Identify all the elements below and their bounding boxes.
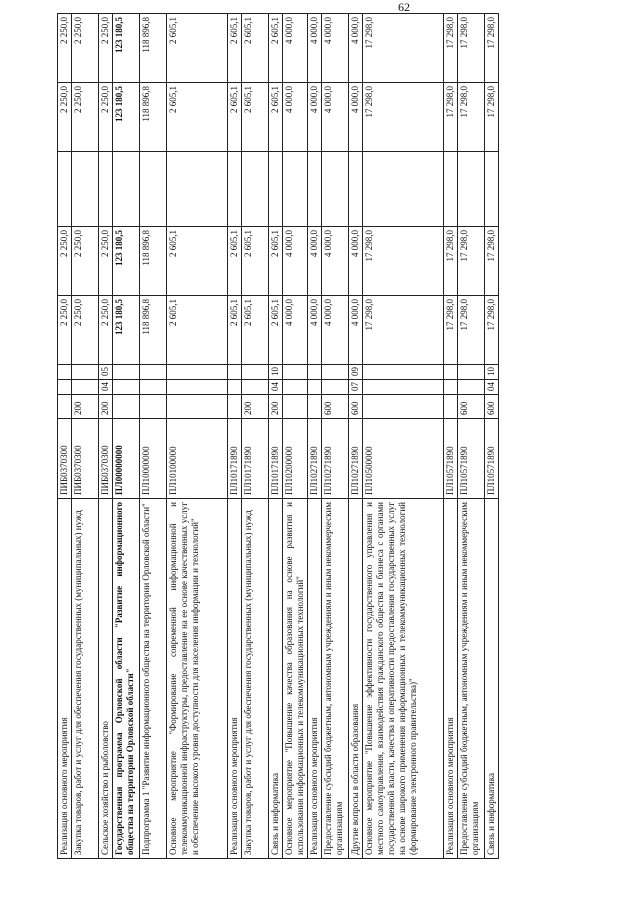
cell-d: 17 298,0 (444, 83, 458, 152)
cell-d: 2 250,0 (58, 83, 72, 152)
cell-e: 123 180,5 (113, 14, 140, 83)
cell-e: 2 605,1 (228, 14, 242, 83)
rotated-budget-table (57, 14, 637, 859)
cell-rz (242, 380, 269, 395)
cell-b: 2 250,0 (99, 227, 113, 296)
cell-name: Реализация основного мероприятия (58, 499, 72, 859)
cell-rz: 04 (99, 380, 113, 395)
table-row (140, 14, 167, 859)
cell-d: 2 250,0 (99, 83, 113, 152)
cell-pr (113, 365, 140, 380)
cell-a: 118 896,8 (140, 296, 167, 365)
cell-b: 4 000,0 (283, 227, 308, 296)
cell-e: 2 250,0 (72, 14, 99, 83)
cell-a: 4 000,0 (283, 296, 308, 365)
cell-e: 2 250,0 (58, 14, 72, 83)
cell-pr (458, 365, 485, 380)
cell-a: 17 298,0 (485, 296, 499, 365)
cell-a: 17 298,0 (363, 296, 444, 365)
page-number: 62 (398, 0, 410, 14)
cell-c (444, 152, 458, 227)
cell-pr: 09 (349, 365, 363, 380)
cell-c (140, 152, 167, 227)
cell-code: ПЛ10271890 (322, 419, 349, 499)
cell-vr: 600 (485, 395, 499, 419)
cell-e: 2 605,1 (269, 14, 283, 83)
table-row (72, 14, 99, 859)
cell-e: 4 000,0 (308, 14, 322, 83)
cell-pr (283, 365, 308, 380)
cell-code: ПЛ10100000 (167, 419, 228, 499)
cell-name: Предоставление субсидий бюджетным, автономным учреждениям и иным некоммерческим организациям (322, 499, 349, 859)
cell-vr: 600 (458, 395, 485, 419)
cell-c (269, 152, 283, 227)
table-row (458, 14, 485, 859)
cell-c (167, 152, 228, 227)
cell-d: 4 000,0 (349, 83, 363, 152)
table-body (58, 14, 499, 859)
table-row (349, 14, 363, 859)
cell-e: 4 000,0 (283, 14, 308, 83)
cell-vr (140, 395, 167, 419)
table-row (485, 14, 499, 859)
cell-b: 123 180,5 (113, 227, 140, 296)
cell-rz (363, 380, 444, 395)
cell-rz (58, 380, 72, 395)
cell-vr (58, 395, 72, 419)
cell-vr (283, 395, 308, 419)
cell-a: 4 000,0 (322, 296, 349, 365)
cell-d: 2 250,0 (72, 83, 99, 152)
cell-rz (140, 380, 167, 395)
cell-pr (72, 365, 99, 380)
table-row (283, 14, 308, 859)
cell-b: 118 896,8 (140, 227, 167, 296)
cell-name: Основное мероприятие "Повышение качества образования на основе развития и использования информационных и телекоммуникационных технологий" (283, 499, 308, 859)
cell-e: 2 250,0 (99, 14, 113, 83)
cell-e: 2 605,1 (242, 14, 269, 83)
cell-d: 2 605,1 (269, 83, 283, 152)
cell-name: Сельское хозяйство и рыболовство (99, 499, 113, 859)
cell-pr (58, 365, 72, 380)
cell-vr: 200 (99, 395, 113, 419)
cell-code: ПЛ10271890 (349, 419, 363, 499)
cell-e: 4 000,0 (322, 14, 349, 83)
cell-code: ПЛ10571890 (444, 419, 458, 499)
cell-c (363, 152, 444, 227)
cell-name: Закупка товаров, работ и услуг для обеспечения государственных (муниципальных) нужд (72, 499, 99, 859)
cell-code: ПЛ10171890 (269, 419, 283, 499)
cell-c (242, 152, 269, 227)
cell-vr (113, 395, 140, 419)
cell-code: ПЛ10200000 (283, 419, 308, 499)
cell-b: 17 298,0 (363, 227, 444, 296)
cell-name: Связь и информатика (269, 499, 283, 859)
cell-code: ПЛ00000000 (113, 419, 140, 499)
cell-code: ПИБ0370300 (72, 419, 99, 499)
cell-c (485, 152, 499, 227)
table-row (58, 14, 72, 859)
cell-pr (322, 365, 349, 380)
cell-code: ПЛ10571890 (485, 419, 499, 499)
cell-b: 17 298,0 (444, 227, 458, 296)
cell-rz (167, 380, 228, 395)
cell-vr (308, 395, 322, 419)
cell-name: Основное мероприятие "Формирование современной информационной и телекоммуникационной инфраструктуры, предоставление на ее основе качественных услуг и обеспечение высокого уровня доступности для населения информации и технологий" (167, 499, 228, 859)
cell-vr (444, 395, 458, 419)
cell-name: Связь и информатика (485, 499, 499, 859)
cell-vr: 200 (269, 395, 283, 419)
table-row (322, 14, 349, 859)
table-row (99, 14, 113, 859)
cell-pr: 10 (485, 365, 499, 380)
table-row (167, 14, 228, 859)
cell-name: Реализация основного мероприятия (308, 499, 322, 859)
cell-vr: 200 (72, 395, 99, 419)
cell-vr (228, 395, 242, 419)
cell-e: 4 000,0 (349, 14, 363, 83)
cell-e: 2 605,1 (167, 14, 228, 83)
cell-vr: 600 (322, 395, 349, 419)
cell-d: 123 180,5 (113, 83, 140, 152)
cell-pr (228, 365, 242, 380)
cell-pr: 05 (99, 365, 113, 380)
cell-name: Реализация основного мероприятия (228, 499, 242, 859)
cell-rz (72, 380, 99, 395)
cell-c (72, 152, 99, 227)
cell-c (99, 152, 113, 227)
cell-rz (322, 380, 349, 395)
cell-b: 4 000,0 (322, 227, 349, 296)
cell-b: 2 605,1 (228, 227, 242, 296)
table-row (363, 14, 444, 859)
cell-c (349, 152, 363, 227)
cell-b: 2 605,1 (242, 227, 269, 296)
cell-code: ПИБ0370300 (99, 419, 113, 499)
cell-name: Основное мероприятие "Повышение эффективности государственного управления и местного самоуправления, взаимодействия гражданского общества и бизнеса с органами государственной власти, качества и оперативности предоставления государственных услуг на основе широкого применения информационных и телекоммуникационных технологий (формирование электронного правительства)" (363, 499, 444, 859)
cell-c (283, 152, 308, 227)
cell-rz (308, 380, 322, 395)
cell-c (228, 152, 242, 227)
table-row (242, 14, 269, 859)
cell-pr (308, 365, 322, 380)
cell-rz (228, 380, 242, 395)
cell-b: 2 605,1 (269, 227, 283, 296)
cell-c (58, 152, 72, 227)
cell-name: Государственная программа Орловской области "Развитие информационного общества на территории Орловской области" (113, 499, 140, 859)
cell-code: ПЛ10500000 (363, 419, 444, 499)
cell-b: 2 605,1 (167, 227, 228, 296)
cell-code: ПЛ10171890 (242, 419, 269, 499)
table-row (228, 14, 242, 859)
cell-d: 4 000,0 (308, 83, 322, 152)
cell-pr (167, 365, 228, 380)
cell-rz (444, 380, 458, 395)
cell-c (458, 152, 485, 227)
cell-e: 17 298,0 (444, 14, 458, 83)
cell-a: 2 250,0 (58, 296, 72, 365)
table-row (444, 14, 458, 859)
cell-b: 17 298,0 (485, 227, 499, 296)
cell-b: 17 298,0 (458, 227, 485, 296)
cell-a: 2 605,1 (228, 296, 242, 365)
cell-pr (444, 365, 458, 380)
cell-rz (458, 380, 485, 395)
table-row (269, 14, 283, 859)
cell-vr: 200 (242, 395, 269, 419)
cell-vr (363, 395, 444, 419)
cell-b: 2 250,0 (72, 227, 99, 296)
budget-table (57, 13, 499, 859)
cell-rz: 04 (269, 380, 283, 395)
cell-a: 2 605,1 (269, 296, 283, 365)
cell-b: 4 000,0 (349, 227, 363, 296)
cell-code: ПЛ10571890 (458, 419, 485, 499)
cell-rz: 04 (485, 380, 499, 395)
cell-pr (363, 365, 444, 380)
cell-b: 4 000,0 (308, 227, 322, 296)
cell-code: ПЛ10000000 (140, 419, 167, 499)
cell-name: Закупка товаров, работ и услуг для обеспечения государственных (муниципальных) нужд (242, 499, 269, 859)
cell-rz: 07 (349, 380, 363, 395)
cell-vr: 600 (349, 395, 363, 419)
table-row (308, 14, 322, 859)
cell-e: 17 298,0 (363, 14, 444, 83)
table-row (113, 14, 140, 859)
cell-pr (140, 365, 167, 380)
cell-b: 2 250,0 (58, 227, 72, 296)
cell-a: 2 250,0 (72, 296, 99, 365)
cell-e: 17 298,0 (458, 14, 485, 83)
cell-a: 17 298,0 (444, 296, 458, 365)
cell-pr (242, 365, 269, 380)
cell-a: 2 605,1 (242, 296, 269, 365)
cell-d: 4 000,0 (322, 83, 349, 152)
cell-a: 17 298,0 (458, 296, 485, 365)
cell-d: 118 896,8 (140, 83, 167, 152)
cell-name: Подпрограмма 1 "Развитие информационного общества на территории Орловской области" (140, 499, 167, 859)
cell-e: 118 896,8 (140, 14, 167, 83)
cell-c (322, 152, 349, 227)
cell-d: 2 605,1 (242, 83, 269, 152)
cell-d: 2 605,1 (228, 83, 242, 152)
cell-name: Другие вопросы в области образования (349, 499, 363, 859)
cell-a: 4 000,0 (349, 296, 363, 365)
cell-d: 17 298,0 (458, 83, 485, 152)
cell-c (113, 152, 140, 227)
cell-code: ПЛ10271890 (308, 419, 322, 499)
cell-a: 2 250,0 (99, 296, 113, 365)
cell-d: 2 605,1 (167, 83, 228, 152)
cell-a: 4 000,0 (308, 296, 322, 365)
cell-code: ПИБ0370300 (58, 419, 72, 499)
cell-d: 17 298,0 (485, 83, 499, 152)
cell-a: 2 605,1 (167, 296, 228, 365)
cell-a: 123 180,5 (113, 296, 140, 365)
cell-d: 17 298,0 (363, 83, 444, 152)
cell-e: 17 298,0 (485, 14, 499, 83)
cell-name: Предоставление субсидий бюджетным, автономным учреждениям и иным некоммерческим организациям (458, 499, 485, 859)
cell-rz (113, 380, 140, 395)
cell-rz (283, 380, 308, 395)
cell-name: Реализация основного мероприятия (444, 499, 458, 859)
cell-vr (167, 395, 228, 419)
cell-c (308, 152, 322, 227)
cell-code: ПЛ10171890 (228, 419, 242, 499)
cell-pr: 10 (269, 365, 283, 380)
cell-d: 4 000,0 (283, 83, 308, 152)
